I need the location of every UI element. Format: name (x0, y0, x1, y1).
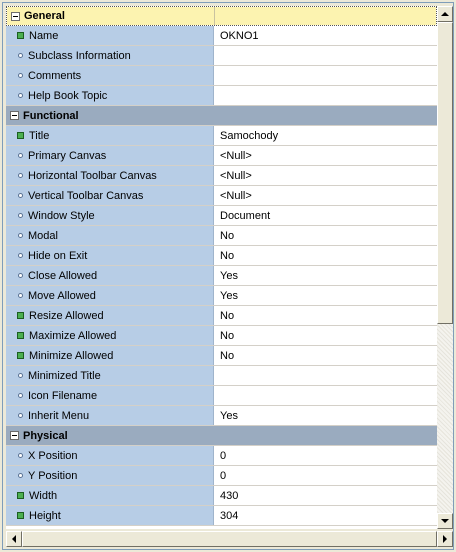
default-property-icon (18, 453, 23, 458)
property-name: Resize Allowed (29, 309, 104, 322)
property-name-cell[interactable] (6, 66, 214, 85)
property-row[interactable] (6, 486, 437, 506)
property-name: Hide on Exit (28, 249, 88, 262)
property-name-cell[interactable] (6, 446, 214, 465)
property-value-cell[interactable] (214, 206, 437, 225)
property-row[interactable] (6, 186, 437, 206)
property-name-cell[interactable] (6, 406, 214, 425)
property-value: OKNO1 (220, 29, 259, 42)
property-row[interactable] (6, 326, 437, 346)
property-row[interactable] (6, 226, 437, 246)
category-band (214, 106, 437, 125)
property-name-cell[interactable] (6, 466, 214, 485)
property-name-cell[interactable] (6, 86, 214, 105)
category-header[interactable] (7, 7, 215, 25)
default-property-icon (18, 393, 23, 398)
property-row[interactable] (6, 46, 437, 66)
property-name-cell[interactable] (6, 506, 214, 525)
property-name: Minimized Title (28, 369, 101, 382)
property-name: X Position (28, 449, 78, 462)
property-value: No (220, 229, 235, 242)
property-value: <Null> (220, 189, 252, 202)
property-value: Samochody (220, 129, 279, 142)
property-row[interactable] (6, 66, 437, 86)
property-row[interactable] (6, 166, 437, 186)
property-value-cell[interactable] (214, 466, 437, 485)
property-name: Close Allowed (28, 269, 98, 282)
property-row[interactable] (6, 446, 437, 466)
property-grid (6, 6, 437, 529)
vertical-scrollbar[interactable] (437, 6, 453, 529)
property-value-cell[interactable] (214, 286, 437, 305)
property-row[interactable] (6, 466, 437, 486)
property-name-cell[interactable] (6, 246, 214, 265)
property-value: No (220, 329, 235, 342)
property-value-cell[interactable] (214, 326, 437, 345)
property-value-cell[interactable] (214, 246, 437, 265)
changed-property-icon (17, 132, 24, 139)
property-name-cell[interactable] (6, 186, 214, 205)
property-name: Vertical Toolbar Canvas (28, 189, 144, 202)
property-value: No (220, 349, 235, 362)
property-value-cell[interactable] (214, 406, 437, 425)
property-name: Comments (28, 69, 82, 82)
vertical-scroll-thumb[interactable] (437, 22, 453, 324)
property-row[interactable] (6, 346, 437, 366)
category-label: General (24, 10, 65, 22)
property-name: Name (29, 29, 59, 42)
property-row[interactable] (6, 146, 437, 166)
category-label: Physical (23, 429, 68, 442)
changed-property-icon (17, 312, 24, 319)
property-value-cell[interactable] (214, 506, 437, 525)
property-row[interactable] (6, 206, 437, 226)
property-name-cell[interactable] (6, 226, 214, 245)
property-name-cell[interactable] (6, 306, 214, 325)
property-value: Yes (220, 269, 238, 282)
default-property-icon (18, 213, 23, 218)
default-property-icon (18, 373, 23, 378)
scroll-left-button[interactable] (6, 531, 22, 547)
property-value-cell[interactable] (214, 126, 437, 145)
category-header[interactable] (6, 426, 214, 445)
property-row[interactable] (6, 386, 437, 406)
property-name: Window Style (28, 209, 95, 222)
property-value-cell[interactable] (214, 306, 437, 325)
property-name-cell[interactable] (6, 286, 214, 305)
category-band (215, 7, 436, 25)
collapse-minus-icon[interactable] (10, 111, 19, 120)
property-row[interactable] (6, 366, 437, 386)
property-row[interactable] (6, 506, 437, 526)
default-property-icon (18, 153, 23, 158)
category-physical[interactable] (6, 426, 437, 446)
property-value: Document (220, 209, 271, 222)
property-name-cell[interactable] (6, 26, 214, 45)
property-value-cell[interactable] (214, 366, 437, 385)
category-band (214, 426, 437, 445)
property-value-cell[interactable] (214, 266, 437, 285)
property-palette (2, 2, 454, 550)
property-name: Height (29, 509, 61, 522)
changed-property-icon (17, 352, 24, 359)
scroll-down-button[interactable] (437, 513, 453, 529)
property-name-cell[interactable] (6, 146, 214, 165)
property-value: 304 (220, 509, 239, 522)
arrow-left-icon (12, 535, 16, 543)
arrow-right-icon (443, 535, 447, 543)
property-row[interactable] (6, 286, 437, 306)
default-property-icon (18, 293, 23, 298)
property-value: 430 (220, 489, 239, 502)
property-value: <Null> (220, 169, 252, 182)
property-name: Y Position (28, 469, 78, 482)
property-name: Help Book Topic (28, 89, 108, 102)
property-value-cell[interactable] (214, 66, 437, 85)
property-name-cell[interactable] (6, 46, 214, 65)
default-property-icon (18, 193, 23, 198)
property-name: Modal (28, 229, 58, 242)
property-name: Primary Canvas (28, 149, 107, 162)
property-value-cell[interactable] (214, 346, 437, 365)
default-property-icon (18, 253, 23, 258)
category-functional[interactable] (6, 106, 437, 126)
property-value-cell[interactable] (214, 486, 437, 505)
property-name: Horizontal Toolbar Canvas (28, 169, 157, 182)
property-name: Title (29, 129, 50, 142)
property-value: Yes (220, 289, 238, 302)
property-name-cell[interactable] (6, 486, 214, 505)
property-name-cell[interactable] (6, 386, 214, 405)
property-value-cell[interactable] (214, 166, 437, 185)
property-name: Move Allowed (28, 289, 96, 302)
property-value-cell[interactable] (214, 226, 437, 245)
default-property-icon (18, 93, 23, 98)
property-value-cell[interactable] (214, 146, 437, 165)
category-header[interactable] (6, 106, 214, 125)
property-name: Minimize Allowed (29, 349, 114, 362)
horizontal-scroll-thumb[interactable] (22, 531, 437, 547)
property-name-cell[interactable] (6, 346, 214, 365)
changed-property-icon (17, 332, 24, 339)
property-value: <Null> (220, 149, 252, 162)
changed-property-icon (17, 492, 24, 499)
property-value: No (220, 309, 235, 322)
category-label: Functional (23, 109, 79, 122)
property-name-cell[interactable] (6, 206, 214, 225)
default-property-icon (18, 473, 23, 478)
property-row[interactable] (6, 26, 437, 46)
default-property-icon (18, 233, 23, 238)
property-value-cell[interactable] (214, 186, 437, 205)
property-row[interactable] (6, 126, 437, 146)
property-name: Width (29, 489, 58, 502)
property-row[interactable] (6, 86, 437, 106)
property-name-cell[interactable] (6, 366, 214, 385)
scroll-right-button[interactable] (437, 531, 453, 547)
property-name: Inherit Menu (28, 409, 90, 422)
property-value-cell[interactable] (214, 26, 437, 45)
property-value: No (220, 249, 235, 262)
property-name: Maximize Allowed (29, 329, 117, 342)
property-row[interactable] (6, 246, 437, 266)
property-value-cell[interactable] (214, 386, 437, 405)
category-general[interactable] (6, 6, 437, 26)
property-name: Icon Filename (28, 389, 98, 402)
property-name-cell[interactable] (6, 166, 214, 185)
scroll-up-button[interactable] (437, 6, 453, 22)
default-property-icon (18, 53, 23, 58)
changed-property-icon (17, 512, 24, 519)
collapse-minus-icon[interactable] (10, 431, 19, 440)
property-value: Yes (220, 409, 238, 422)
property-row[interactable] (6, 266, 437, 286)
property-value: 0 (220, 469, 227, 482)
default-property-icon (18, 273, 23, 278)
property-name-cell[interactable] (6, 326, 214, 345)
property-row[interactable] (6, 406, 437, 426)
property-value-cell[interactable] (214, 46, 437, 65)
property-value-cell[interactable] (214, 86, 437, 105)
default-property-icon (18, 73, 23, 78)
property-name-cell[interactable] (6, 266, 214, 285)
arrow-up-icon (441, 12, 449, 16)
horizontal-scrollbar[interactable] (6, 531, 453, 547)
property-value-cell[interactable] (214, 446, 437, 465)
default-property-icon (18, 173, 23, 178)
collapse-minus-icon[interactable] (11, 12, 20, 21)
changed-property-icon (17, 32, 24, 39)
arrow-down-icon (441, 519, 449, 523)
property-value: 0 (220, 449, 227, 462)
default-property-icon (18, 413, 23, 418)
property-name-cell[interactable] (6, 126, 214, 145)
property-name: Subclass Information (28, 49, 131, 62)
property-row[interactable] (6, 306, 437, 326)
